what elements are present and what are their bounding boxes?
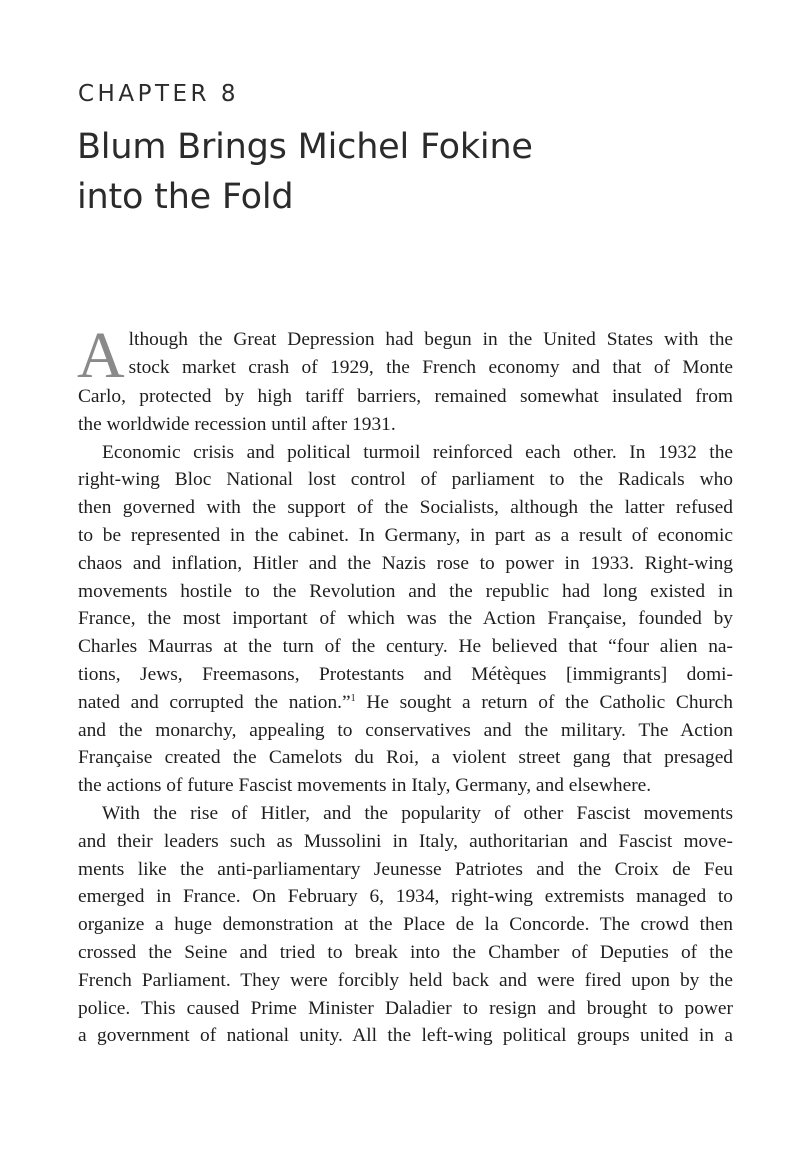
chapter-title-line: into the Fold [77, 177, 294, 217]
body-text [77, 319, 733, 1050]
paragraph-3 [78, 800, 733, 1050]
text-line: police. This caused Prime Minister Daladier to resign and brought to power [78, 997, 733, 1019]
text-line: Française created the Camelots du Roi, a violent street gang that presaged [78, 747, 733, 769]
paragraph-2 [78, 439, 733, 800]
text-line: lthough the Great Depression had begun in the United States with the [128, 329, 733, 350]
text-line: French Parliament. They were forcibly held back and were fired upon by the [78, 969, 733, 991]
text-line: the worldwide recession until after 1931. [78, 413, 396, 435]
text-line: and the monarchy, appealing to conservatives and the military. The Action [78, 719, 733, 741]
text-line: movements hostile to the Revolution and the republic had long existed in [78, 580, 733, 602]
text-line: With the rise of Hitler, and the popularity of other Fascist movements [102, 802, 733, 824]
text-line: to be represented in the cabinet. In Germany, in part as a result of economic [78, 524, 733, 546]
text-line: a government of national unity. All the left-wing political groups united in a [78, 1025, 733, 1047]
text-line: crossed the Seine and tried to break into the Chamber of Deputies of the [78, 941, 733, 963]
text-line: organize a huge demonstration at the Place de la Concorde. The crowd then [78, 914, 733, 936]
text-line-with-footnote [78, 689, 733, 717]
text-line: Carlo, protected by high tariff barriers, remained somewhat insulated from [78, 386, 733, 407]
text-line: France, the most important of which was the Action Française, founded by [78, 608, 733, 630]
text-line: emerged in France. On February 6, 1934, right-wing extremists managed to [78, 886, 733, 908]
text-fragment: nated and corrupted the nation.” [78, 691, 351, 713]
text-line: ments like the anti-parliamentary Jeunesse Patriotes and the Croix de Feu [78, 858, 733, 880]
drop-cap: A [77, 319, 125, 392]
text-line: right-wing Bloc National lost control of parliament to the Radicals who [78, 469, 733, 491]
text-line: then governed with the support of the Socialists, although the latter refused [78, 497, 733, 519]
text-line: Economic crisis and political turmoil reinforced each other. In 1932 the [102, 441, 733, 463]
paragraph-1 [77, 319, 733, 439]
text-fragment: He sought a return of the Catholic Church [355, 691, 733, 713]
chapter-title-line: Blum Brings Michel Fokine [77, 127, 533, 167]
text-line: chaos and inflation, Hitler and the Nazis rose to power in 1933. Right-wing [78, 552, 733, 574]
footnote-marker: 1 [350, 692, 356, 704]
chapter-title [77, 122, 737, 222]
chapter-label: CHAPTER 8 [78, 81, 239, 107]
text-line: tions, Jews, Freemasons, Protestants and Métèques [immigrants] domi- [78, 663, 733, 685]
text-line: and their leaders such as Mussolini in Italy, authoritarian and Fascist move- [78, 830, 733, 852]
text-line: Charles Maurras at the turn of the century. He believed that “four alien na- [78, 636, 733, 658]
text-line: the actions of future Fascist movements in Italy, Germany, and elsewhere. [78, 775, 652, 797]
text-line: stock market crash of 1929, the French economy and that of Monte [128, 356, 733, 378]
